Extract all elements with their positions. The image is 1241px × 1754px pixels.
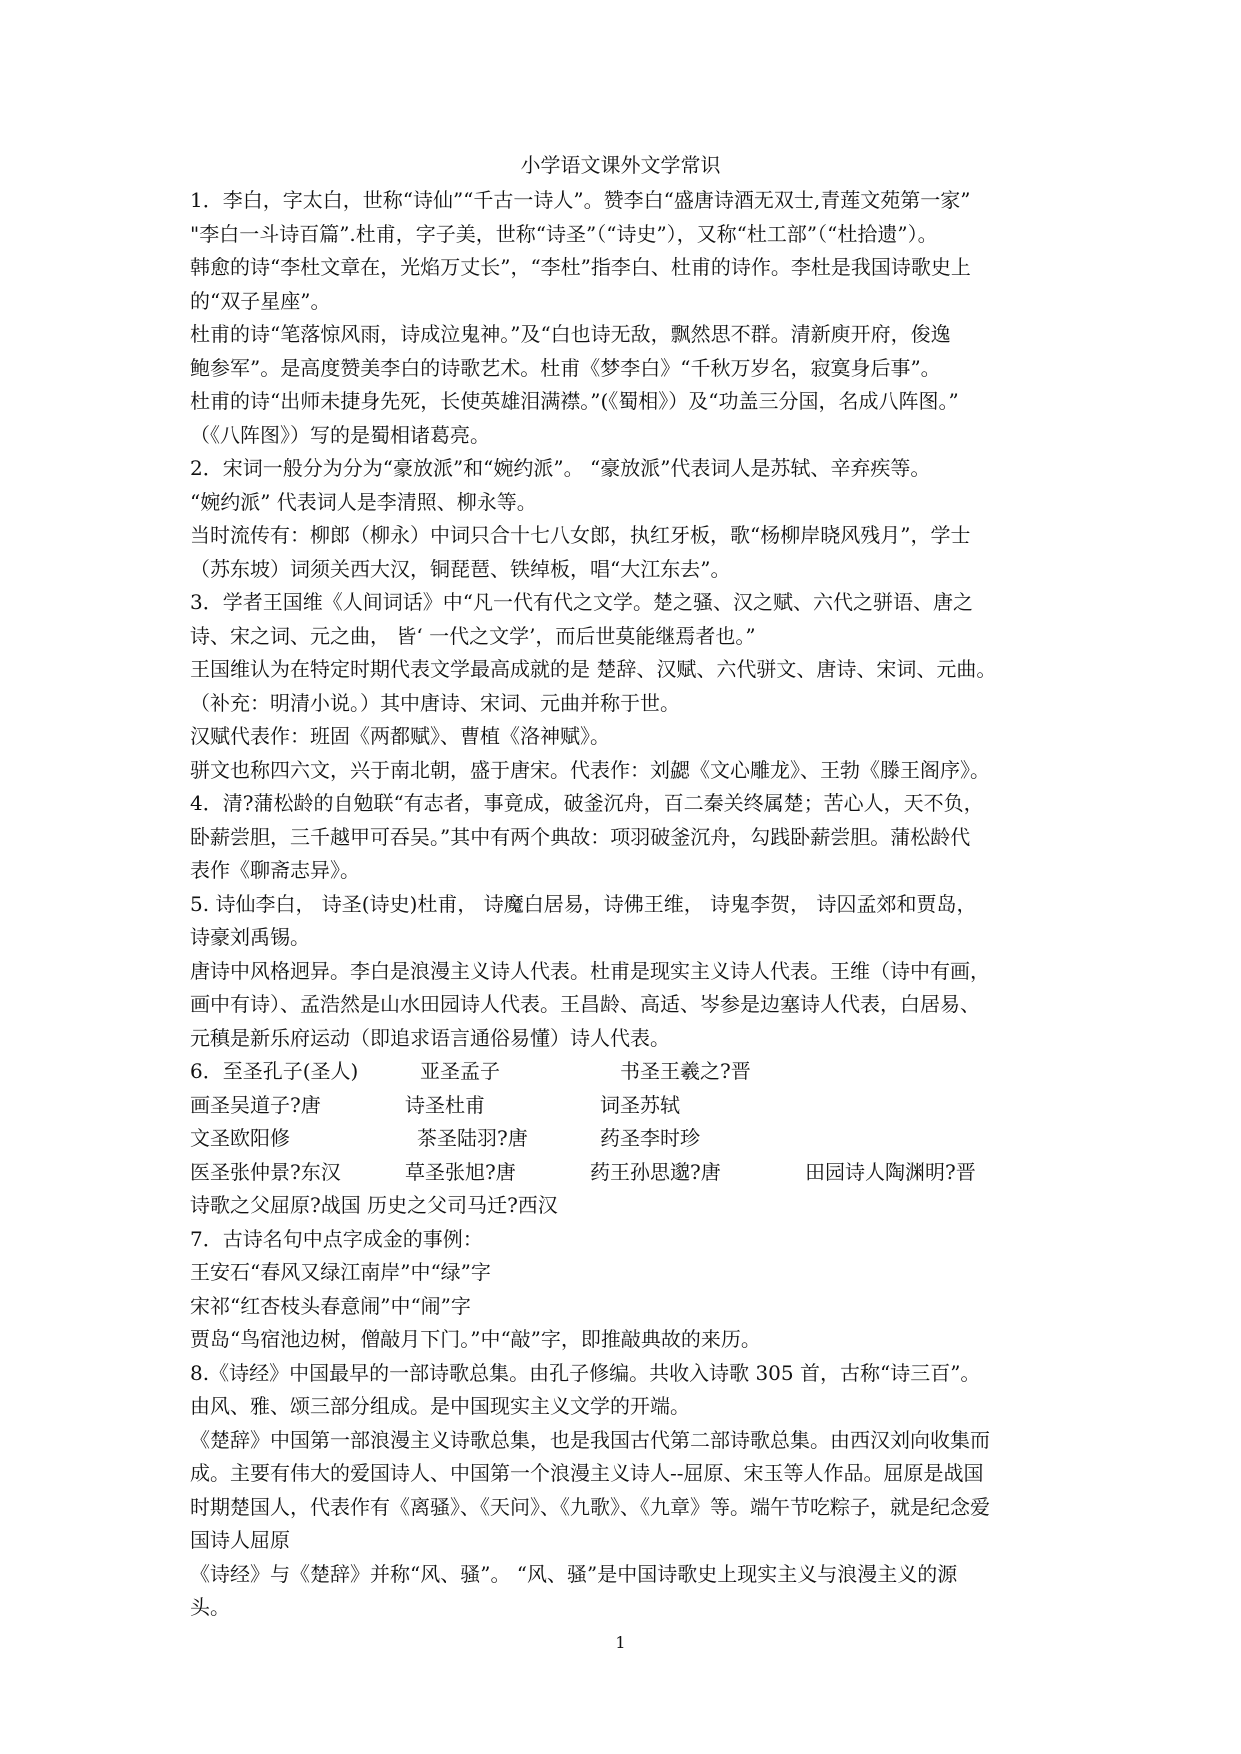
sages-cell: 亚圣孟子 — [420, 1059, 500, 1083]
text-line: 成。主要有伟大的爱国诗人、中国第一个浪漫主义诗人--屈原、宋玉等人作品。屈原是战国 — [190, 1461, 984, 1485]
sages-cell: 草圣张旭?唐 — [405, 1159, 516, 1184]
text-line: 时期楚国人，代表作有《离骚》、《天问》、《九歌》、《九章》等。端午节吃粽子，就是纪念爱 — [190, 1494, 990, 1519]
sages-row — [190, 1055, 1070, 1089]
text-line: 5. 诗仙李白， 诗圣(诗史)杜甫， 诗魔白居易，诗佛王维， 诗鬼李贺， 诗囚孟郊和贾岛， — [190, 891, 977, 916]
text-line: 4．清?蒲松龄的自勉联“有志者，事竟成，破釜沉舟，百二秦关终属楚；苦心人，天不负， — [190, 791, 984, 815]
sages-row — [190, 1089, 1070, 1123]
text-line: 由风、雅、颂三部分组成。是中国现实主义文学的开端。 — [190, 1394, 690, 1418]
text-line: 表作《聊斋志异》。 — [190, 858, 360, 882]
sages-cell: 药圣李时珍 — [600, 1126, 700, 1150]
text-line: 3．学者王国维《人间词话》中“凡一代有代之文学。楚之骚、汉之赋、六代之骈语、唐之 — [190, 590, 973, 614]
text-line: 《楚辞》中国第一部浪漫主义诗歌总集，也是我国古代第二部诗歌总集。由西汉刘向收集而 — [190, 1427, 990, 1452]
text-line: （补充：明清小说。）其中唐诗、宋词、元曲并称于世。 — [190, 690, 680, 715]
text-line: 元稹是新乐府运动（即追求语言通俗易懂）诗人代表。 — [190, 1025, 670, 1050]
text-line: 卧薪尝胆，三千越甲可吞吴。”其中有两个典故：项羽破釜沉舟，勾践卧薪尝胆。蒲松龄代 — [190, 824, 971, 849]
sages-cell: 田园诗人陶渊明?晋 — [805, 1159, 976, 1184]
document-title: 小学语文课外文学常识 — [520, 153, 721, 177]
text-line: 7．古诗名句中点字成金的事例： — [190, 1226, 483, 1251]
text-line: 杜甫的诗“出师未捷身先死，长使英雄泪满襟。”(《蜀相》）及“功盖三分国，名成八阵图。” — [190, 389, 959, 413]
sages-row — [190, 1189, 1070, 1223]
text-line: 唐诗中风格迥异。李白是浪漫主义诗人代表。杜甫是现实主义诗人代表。王维（诗中有画， — [190, 958, 990, 983]
text-line: （苏东坡）词须关西大汉，铜琵琶、铁绰板，唱“大江东去”。 — [190, 556, 731, 581]
text-line: 1．李白，字太白，世称“诗仙”“千古一诗人”。赞李白“盛唐诗酒无双士,青莲文苑第一家” — [190, 188, 971, 212]
text-line: 国诗人屈原 — [190, 1528, 290, 1552]
text-line: 的“双子星座”。 — [190, 288, 331, 313]
sages-row — [190, 1122, 1070, 1156]
sages-cell: 药王孙思邈?唐 — [590, 1159, 721, 1184]
text-line: 汉赋代表作：班固《两都赋》、曹植《洛神赋》。 — [190, 724, 610, 748]
sages-cell: 茶圣陆羽?唐 — [417, 1126, 528, 1150]
text-line: 贾岛“鸟宿池边树，僧敲月下门。”中“敲”字，即推敲典故的来历。 — [190, 1327, 761, 1351]
text-line: 宋祁“红杏枝头春意闹”中“闹”字 — [190, 1293, 471, 1318]
text-line: （《八阵图》）写的是蜀相诸葛亮。 — [190, 422, 490, 447]
text-line: 王安石“春风又绿江南岸”中“绿”字 — [190, 1260, 491, 1284]
text-line: 骈文也称四六文，兴于南北朝，盛于唐宋。代表作：刘勰《文心雕龙》、王勃《滕王阁序》。 — [190, 757, 990, 782]
text-line: 头。 — [190, 1595, 230, 1619]
text-line: 当时流传有：柳郎（柳永）中词只合十七八女郎，执红牙板，歌“杨柳岸晓风残月”，学士 — [190, 523, 971, 547]
text-line: 2．宋词一般分为分为“豪放派”和“婉约派”。 “豪放派”代表词人是苏轼、辛弃疾等。 — [190, 456, 931, 480]
sages-cell: 文圣欧阳修 — [190, 1126, 290, 1150]
text-line: 8.《诗经》中国最早的一部诗歌总集。由孔子修编。共收入诗歌 305 首，古称“诗三百”。 — [190, 1360, 981, 1385]
text-line: 鲍参军”。是高度赞美李白的诗歌艺术。杜甫《梦李白》“千秋万岁名，寂寞身后事”。 — [190, 355, 941, 380]
text-line: 诗豪刘禹锡。 — [190, 925, 310, 949]
sages-cell: 画圣吴道子?唐 — [190, 1092, 321, 1117]
text-line: 《诗经》与《楚辞》并称“风、骚”。 “风、骚”是中国诗歌史上现实主义与浪漫主义的源 — [190, 1561, 958, 1586]
text-line: 诗、宋之词、元之曲， 皆‘ 一代之文学’，而后世莫能继焉者也。” — [190, 623, 756, 648]
text-line: 杜甫的诗“笔落惊风雨，诗成泣鬼神。”及“白也诗无敌，飘然思不群。清新庾开府，俊逸 — [190, 322, 951, 346]
sages-cell: 书圣王羲之?晋 — [620, 1059, 751, 1083]
page-number: 1 — [615, 1633, 626, 1652]
sages-cell: 诗圣杜甫 — [405, 1092, 485, 1117]
text-line: "李白一斗诗百篇”.杜甫，字子美，世称“诗圣”（“诗史”），又称“杜工部”（“杜拾遗”）。 — [190, 221, 938, 246]
text-line: 韩愈的诗“李杜文章在，光焰万丈长”，“李杜”指李白、杜甫的诗作。李杜是我国诗歌史上 — [190, 255, 971, 279]
sages-row — [190, 1156, 1070, 1190]
sages-cell: 6．至圣孔子(圣人) — [190, 1059, 359, 1083]
text-line: “婉约派” 代表词人是李清照、柳永等。 — [190, 489, 537, 514]
text-line: 王国维认为在特定时期代表文学最高成就的是 楚辞、汉赋、六代骈文、唐诗、宋词、元曲。 — [190, 657, 997, 681]
text-line: 画中有诗）、孟浩然是山水田园诗人代表。王昌龄、高适、岑参是边塞诗人代表，白居易、 — [190, 992, 980, 1016]
sages-cell: 诗歌之父屈原?战国 历史之父司马迁?西汉 — [190, 1193, 558, 1217]
sages-cell: 医圣张仲景?东汉 — [190, 1159, 341, 1184]
document-body — [190, 184, 1070, 1625]
sages-cell: 词圣苏轼 — [600, 1092, 680, 1117]
